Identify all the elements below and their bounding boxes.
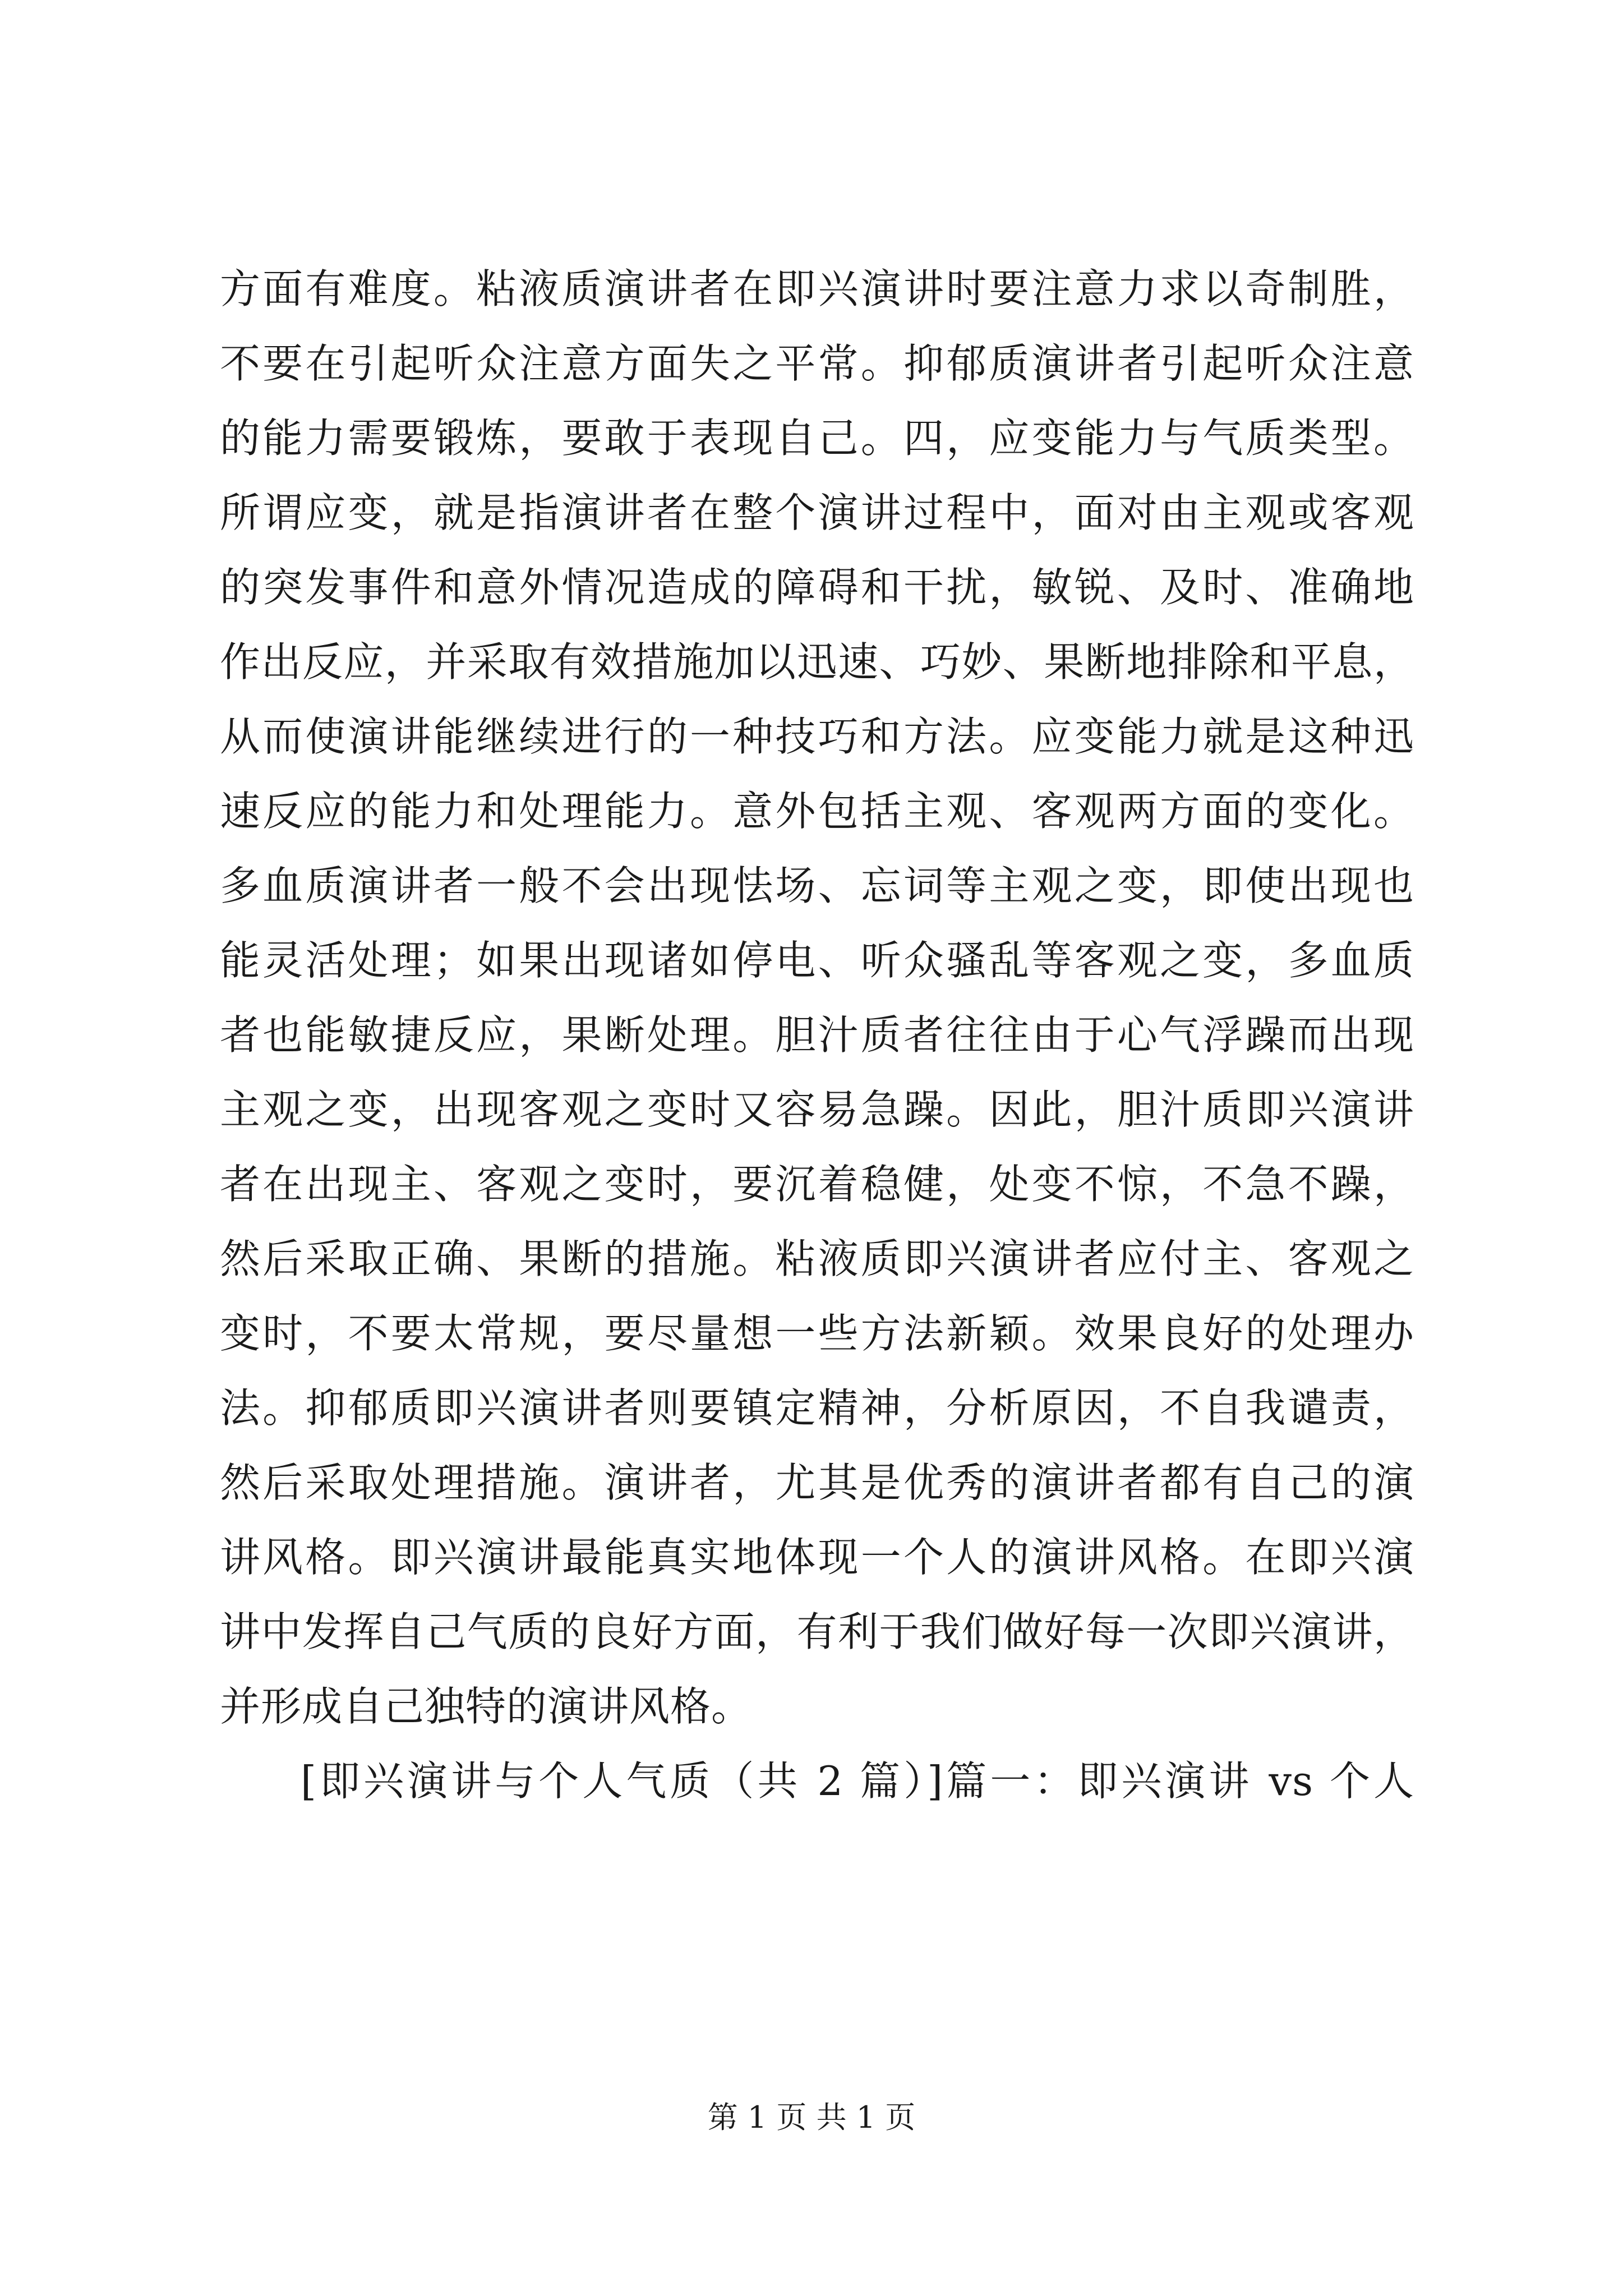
text-line: 的突发事件和意外情况造成的障碍和干扰，敏锐、及时、准确地 <box>220 564 1414 611</box>
text-line: 从而使演讲能继续进行的一种技巧和方法。应变能力就是这种迅 <box>220 713 1414 760</box>
text-line: 讲风格。即兴演讲最能真实地体现一个人的演讲风格。在即兴演 <box>220 1534 1414 1581</box>
text-line: 的能力需要锻炼，要敢于表现自己。四，应变能力与气质类型。 <box>220 415 1414 462</box>
text-line: 不要在引起听众注意方面失之平常。抑郁质演讲者引起听众注意 <box>220 340 1414 387</box>
text-line: 然后采取正确、果断的措施。粘液质即兴演讲者应付主、客观之 <box>220 1235 1414 1282</box>
text-line: 作出反应，并采取有效措施加以迅速、巧妙、果断地排除和平息， <box>220 638 1414 685</box>
text-line: 者在出现主、客观之变时，要沉着稳健，处变不惊，不急不躁， <box>220 1161 1414 1208</box>
text-line: 并形成自己独特的演讲风格。 <box>220 1683 753 1730</box>
text-line: 所谓应变，就是指演讲者在整个演讲过程中，面对由主观或客观 <box>220 489 1414 536</box>
text-line: 多血质演讲者一般不会出现怯场、忘词等主观之变，即使出现也 <box>220 862 1414 909</box>
text-line: 变时，不要太常规，要尽量想一些方法新颖。效果良好的处理办 <box>220 1310 1414 1357</box>
heading-line: [即兴演讲与个人气质（共 2 篇）]篇一：即兴演讲 vs 个人 <box>301 1757 1414 1805</box>
body-text <box>220 265 1414 1832</box>
text-line: 讲中发挥自己气质的良好方面，有利于我们做好每一次即兴演讲， <box>220 1608 1414 1655</box>
page-footer: 第 1 页 共 1 页 <box>707 2100 916 2135</box>
text-line: 然后采取处理措施。演讲者，尤其是优秀的演讲者都有自己的演 <box>220 1459 1414 1506</box>
text-line: 者也能敏捷反应，果断处理。胆汁质者往往由于心气浮躁而出现 <box>220 1011 1414 1059</box>
text-line: 能灵活处理；如果出现诸如停电、听众骚乱等客观之变，多血质 <box>220 937 1414 984</box>
text-line: 法。抑郁质即兴演讲者则要镇定精神，分析原因，不自我谴责， <box>220 1384 1414 1432</box>
text-line: 速反应的能力和处理能力。意外包括主观、客观两方面的变化。 <box>220 788 1414 835</box>
text-line: 方面有难度。粘液质演讲者在即兴演讲时要注意力求以奇制胜， <box>220 265 1414 312</box>
text-line: 主观之变，出现客观之变时又容易急躁。因此，胆汁质即兴演讲 <box>220 1086 1414 1133</box>
